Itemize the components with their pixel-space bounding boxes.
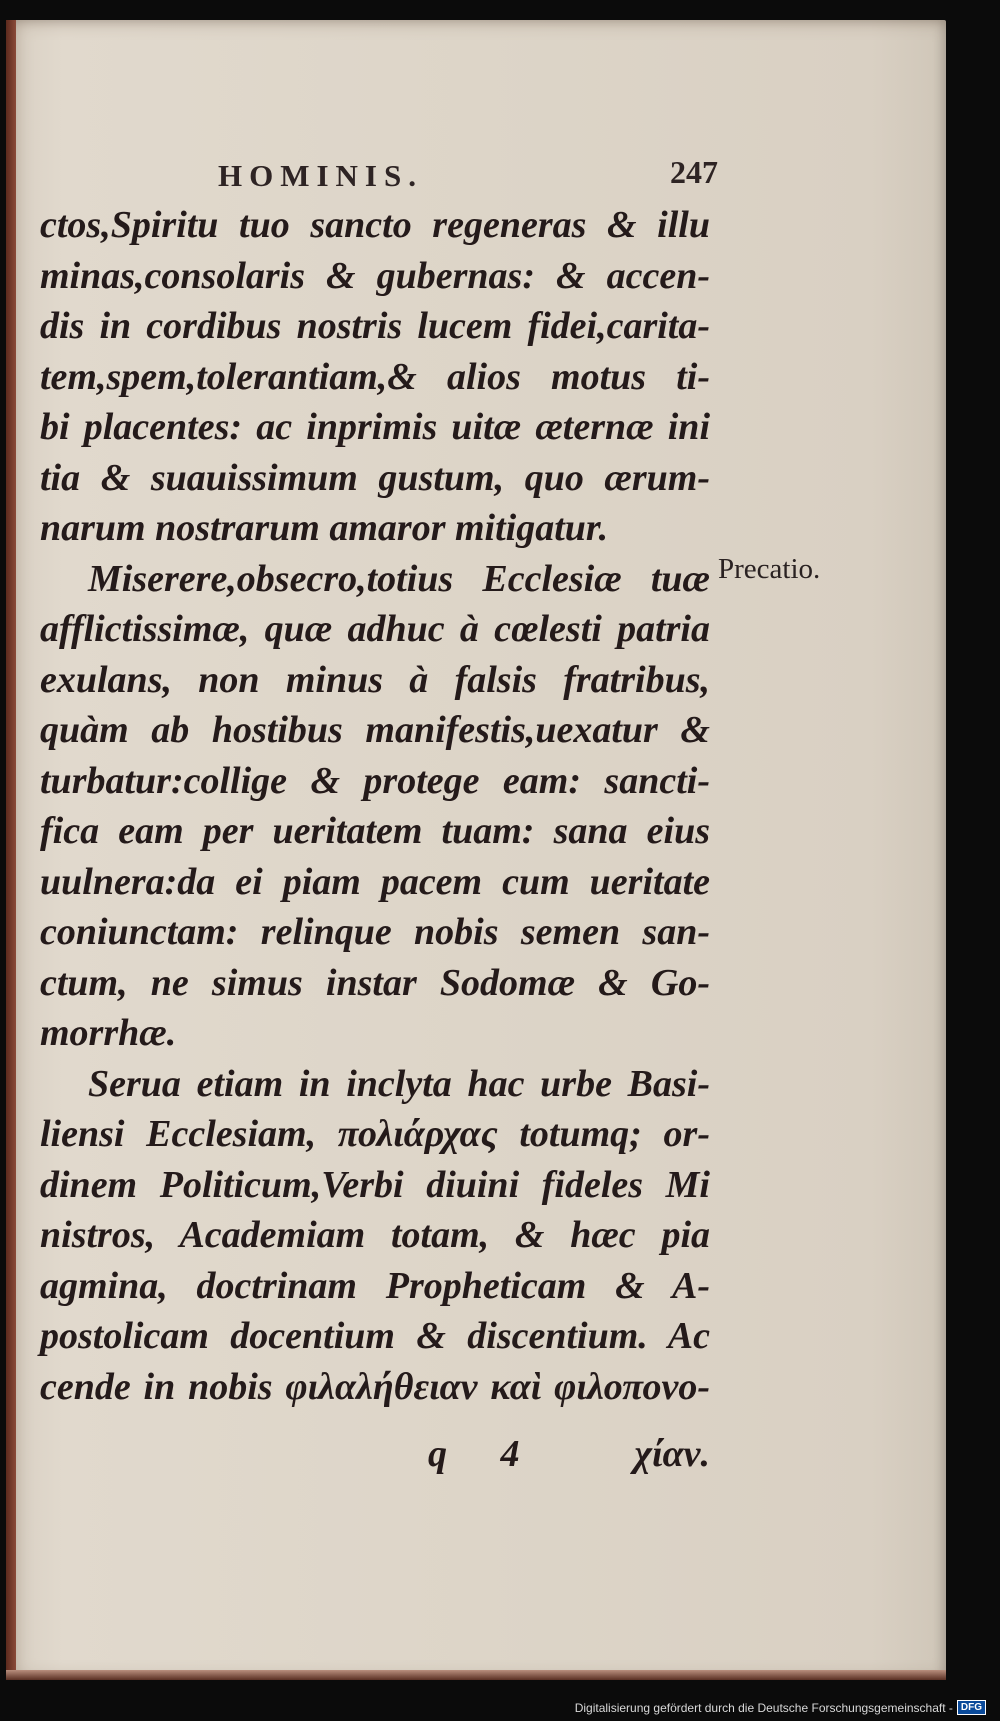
page-binding-edge: [6, 20, 16, 1680]
credit-text: Digitalisierung gefördert durch die Deutsche Forschungsgemeinschaft -: [574, 1700, 953, 1715]
text-line: dinem Politicum,Verbi diuini fideles Mi: [40, 1163, 710, 1206]
text-line: dis in cordibus nostris lucem fidei,carita-: [40, 305, 710, 347]
text-line: bi placentes: ac inprimis uitæ æternæ ini: [40, 406, 710, 448]
marginal-note: Precatio.: [718, 553, 821, 585]
text-line: nistros, Academiam totam, & hæc pia: [40, 1214, 710, 1256]
signature-mark: q 4: [428, 1433, 542, 1475]
text-line: turbatur:collige & protege eam: sancti-: [40, 759, 710, 802]
text-line: ctos,Spiritu tuo sancto regeneras & illu: [40, 204, 710, 246]
text-line: minas,consolaris & gubernas: & accen-: [40, 254, 710, 297]
text-line: tia & suauissimum gustum, quo ærum-: [40, 456, 710, 499]
text-line: exulans, non minus à falsis fratribus,: [40, 658, 710, 701]
text-line: quàm ab hostibus manifestis,uexatur &: [40, 709, 710, 751]
text-line: narum nostrarum amaror mitigatur.: [40, 507, 609, 549]
book-page: [6, 20, 946, 1680]
running-head: HOMINIS.: [218, 158, 423, 193]
text-line: afflictissimæ, quæ adhuc à cœlesti patria: [40, 608, 710, 650]
digitization-credit: [575, 1700, 986, 1715]
text-line: morrhæ.: [40, 1012, 177, 1054]
text-line: liensi Ecclesiam, πολιάρχας totumq; or-: [40, 1113, 710, 1155]
text-line: tem,spem,tolerantiam,& alios motus ti-: [40, 355, 710, 398]
page-number: 247: [670, 154, 718, 190]
text-line: ctum, ne simus instar Sodomæ & Go-: [40, 961, 710, 1004]
text-line: Miserere,obsecro,totius Ecclesiæ tuæ: [88, 557, 710, 600]
text-line: Serua etiam in inclyta hac urbe Basi-: [88, 1062, 710, 1105]
page-header: [218, 154, 718, 198]
dfg-logo-icon: DFG: [957, 1700, 986, 1715]
text-line: fica eam per ueritatem tuam: sana eius: [40, 810, 710, 852]
page-bottom-edge: [6, 1670, 946, 1680]
body-text: [40, 200, 710, 1412]
text-line: agmina, doctrinam Propheticam & A-: [40, 1264, 710, 1307]
text-line: postolicam docentium & discentium. Ac: [40, 1315, 710, 1357]
text-line: cende in nobis φιλαλήθειαν καὶ φιλοπονο-: [40, 1365, 710, 1408]
text-line: uulnera:da ei piam pacem cum ueritate: [40, 860, 710, 903]
catchword: χίαν.: [634, 1433, 710, 1475]
page-footer: [40, 1432, 710, 1482]
text-line: coniunctam: relinque nobis semen san-: [40, 911, 710, 953]
